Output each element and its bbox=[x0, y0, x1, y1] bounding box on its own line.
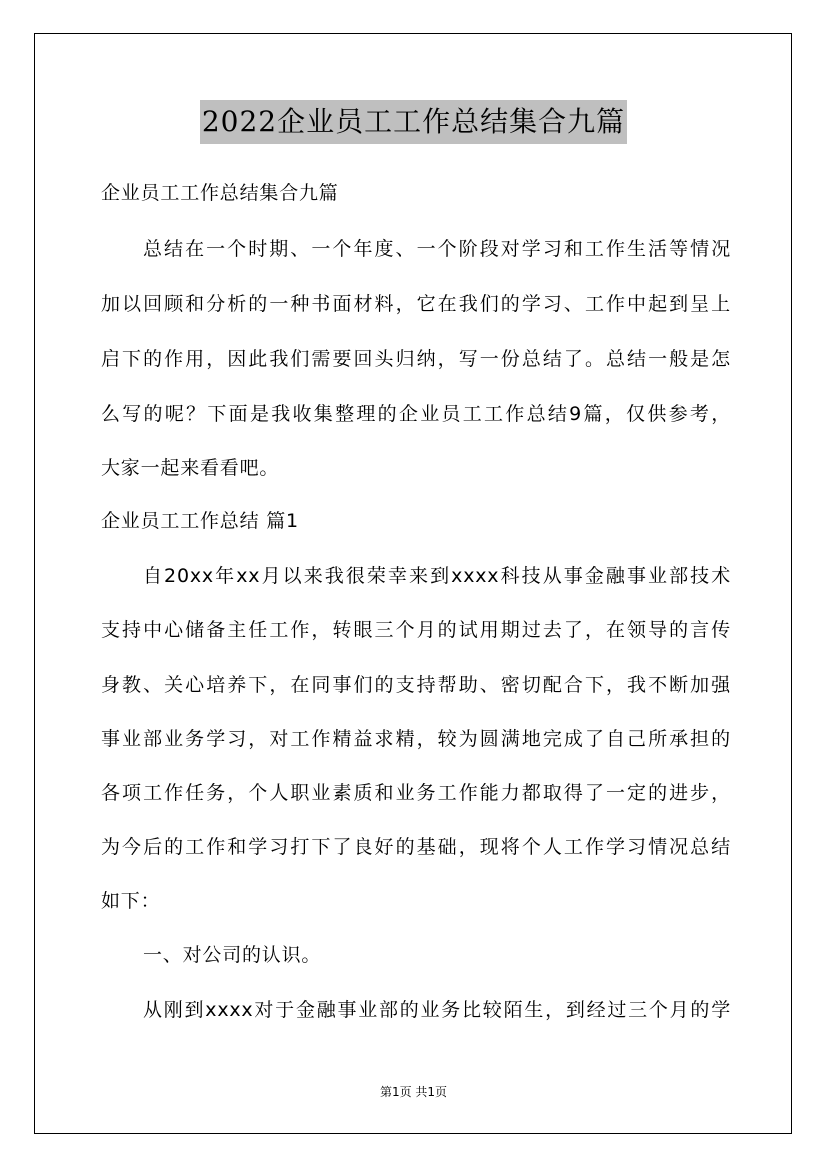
section-line: 支持中心储备主任工作，转眼三个月的试用期过去了，在领导的言传 bbox=[101, 619, 731, 641]
section-line: 自20xx年xx月以来我很荣幸来到xxxx科技从事金融事业部技术 bbox=[143, 565, 731, 587]
body-line: 从刚到xxxx对于金融事业部的业务比较陌生，到经过三个月的学 bbox=[143, 999, 731, 1021]
page-number-footer: 第1页 共1页 bbox=[379, 1085, 448, 1099]
section-heading: 企业员工工作总结 篇1 bbox=[101, 510, 299, 532]
title-container bbox=[0, 100, 827, 144]
intro-line: 大家一起来看看吧。 bbox=[101, 457, 280, 479]
point-heading: 一、对公司的认识。 bbox=[143, 944, 322, 966]
document-subtitle: 企业员工工作总结集合九篇 bbox=[101, 182, 339, 204]
section-line: 各项工作任务，个人职业素质和业务工作能力都取得了一定的进步， bbox=[101, 782, 731, 804]
intro-line: 么写的呢？下面是我收集整理的企业员工工作总结9篇，仅供参考， bbox=[101, 403, 731, 425]
section-line: 身教、关心培养下，在同事们的支持帮助、密切配合下，我不断加强 bbox=[101, 674, 731, 696]
intro-line: 加以回顾和分析的一种书面材料，它在我们的学习、工作中起到呈上 bbox=[101, 293, 731, 315]
intro-line: 启下的作用，因此我们需要回头归纳，写一份总结了。总结一般是怎 bbox=[101, 348, 731, 370]
document-title: 2022企业员工工作总结集合九篇 bbox=[200, 100, 627, 144]
intro-line: 总结在一个时期、一个年度、一个阶段对学习和工作生活等情况 bbox=[143, 238, 731, 260]
section-line: 如下： bbox=[101, 890, 161, 912]
section-line: 事业部业务学习，对工作精益求精，较为圆满地完成了自己所承担的 bbox=[101, 728, 731, 750]
section-line: 为今后的工作和学习打下了良好的基础，现将个人工作学习情况总结 bbox=[101, 836, 731, 858]
